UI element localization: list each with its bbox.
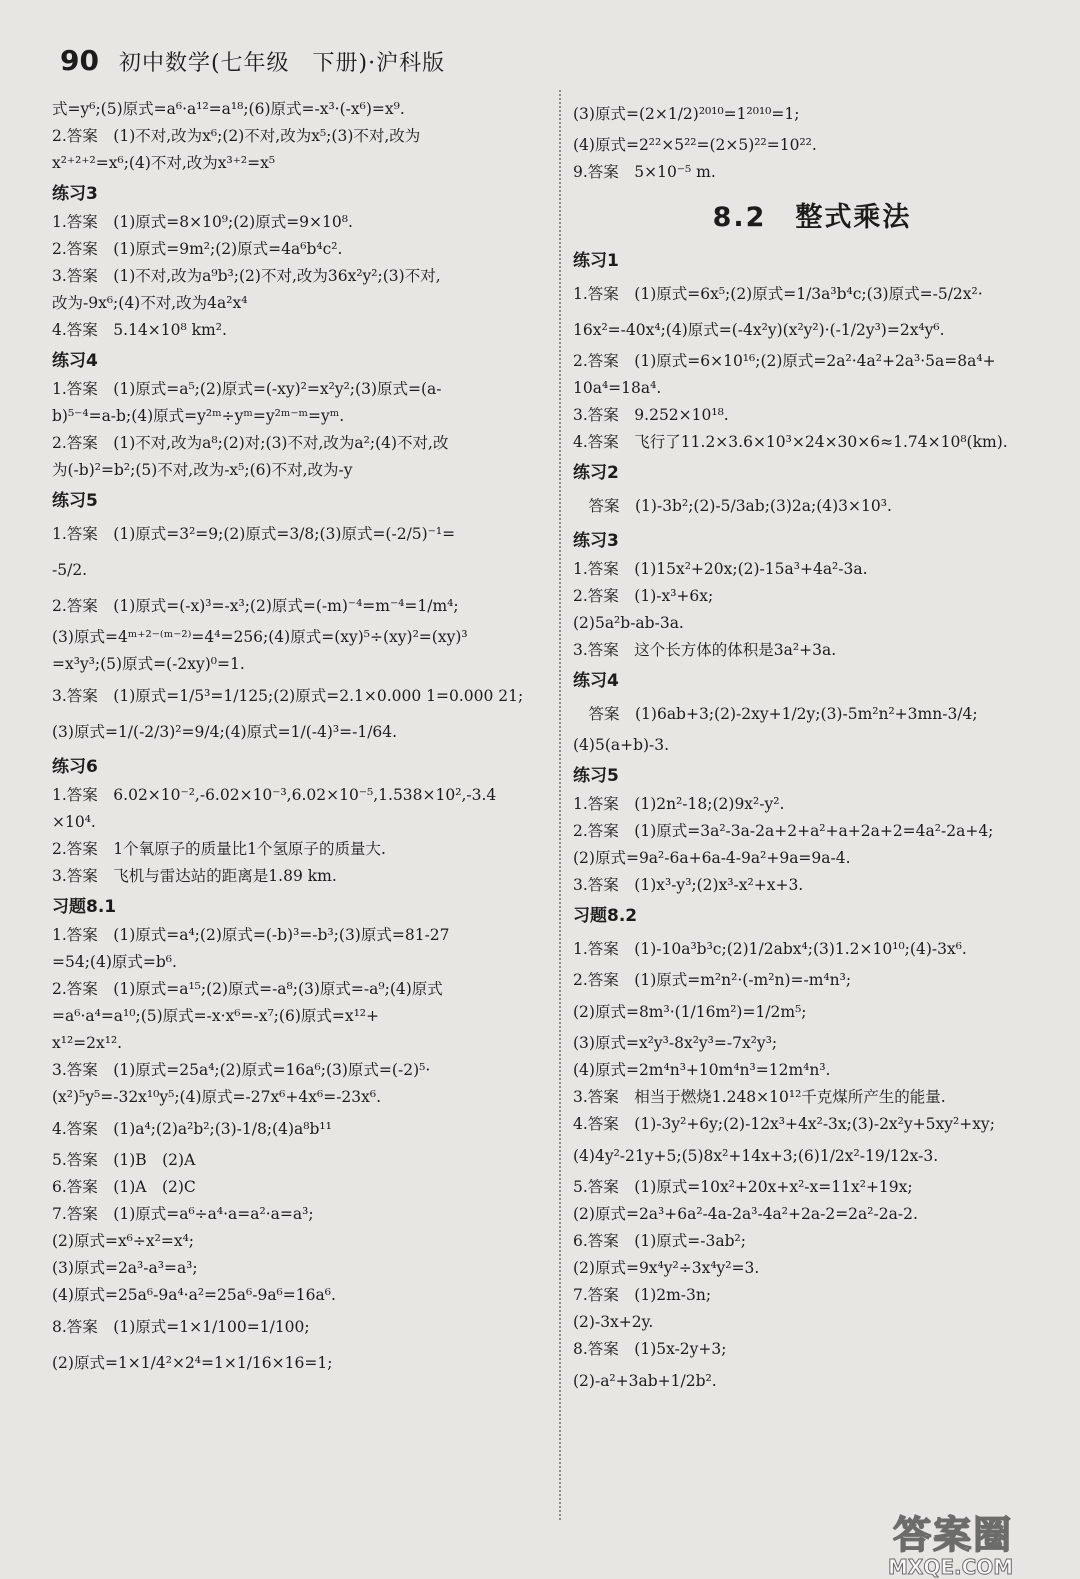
answer-line: 7.答案 (1)原式=a⁶÷a⁴·a=a²·a=a³; [52,1205,314,1223]
section-heading: 练习2 [573,463,619,483]
answer-line: 1.答案 (1)原式=6x⁵;(2)原式=1/3a³b⁴c;(3)原式=-5/2x²· [573,285,983,303]
answer-line: 7.答案 (1)2m-3n; [573,1286,712,1304]
answer-line: 8.答案 (1)5x-2y+3; [573,1340,727,1358]
answer-line: 6.答案 (1)A (2)C [52,1178,196,1196]
answer-line: 2.答案 (1)原式=m²n²·(-m²n)=-m⁴n³; [573,971,852,989]
answer-line: 2.答案 (1)原式=9m²;(2)原式=4a⁶b⁴c². [52,240,343,258]
answer-line: 式=y⁶;(5)原式=a⁶·a¹²=a¹⁸;(6)原式=-x³·(-x⁶)=x⁹. [52,100,405,118]
page-header [60,44,445,84]
answer-line: =x³y³;(5)原式=(-2xy)⁰=1. [52,655,245,673]
answer-line: (3)原式=x²y³-8x²y³=-7x²y³; [573,1034,778,1052]
section-heading: 练习3 [573,531,619,551]
answer-line: 改为-9x⁶;(4)不对,改为4a²x⁴ [52,294,248,312]
answer-line: 5.答案 (1)原式=10x²+20x+x²-x=11x²+19x; [573,1178,913,1196]
answer-line: (2)原式=9x⁴y²÷3x⁴y²=3. [573,1259,760,1277]
answer-line: 3.答案 (1)原式=25a⁴;(2)原式=16a⁶;(3)原式=(-2)⁵· [52,1061,431,1079]
answer-line: 2.答案 (1)原式=(-x)³=-x³;(2)原式=(-m)⁻⁴=m⁻⁴=1/m⁴; [52,597,459,615]
answer-line: 2.答案 (1)原式=3a²-3a-2a+2+a²+a+2a+2=4a²-2a+4; [573,822,994,840]
answer-line: 4.答案 (1)-3y²+6y;(2)-12x³+4x²-3x;(3)-2x²y+5xy²+xy; [573,1115,995,1133]
answer-line: 3.答案 (1)原式=1/5³=1/125;(2)原式=2.1×0.000 1=0.000 21; [52,687,524,705]
column-divider [559,90,561,1520]
answer-line: (4)原式=2m⁴n³+10m⁴n³=12m⁴n³. [573,1061,831,1079]
answer-line: 2.答案 (1)原式=a¹⁵;(2)原式=-a⁸;(3)原式=-a⁹;(4)原式 [52,980,443,998]
answer-line: 16x²=-40x⁴;(4)原式=(-4x²y)(x²y²)·(-1/2y³)=2x⁴y⁶. [573,321,945,339]
section-heading: 练习5 [52,491,98,511]
answer-line: 2.答案 (1)不对,改为a⁸;(2)对;(3)不对,改为a²;(4)不对,改 [52,434,449,452]
answer-line: 1.答案 6.02×10⁻²,-6.02×10⁻³,6.02×10⁻⁵,1.538×10²,-3.4 [52,786,497,804]
answer-line: b)⁵⁻⁴=a-b;(4)原式=y²ᵐ÷yᵐ=y²ᵐ⁻ᵐ=yᵐ. [52,407,345,425]
answer-line: 4.答案 飞行了11.2×3.6×10³×24×30×6≈1.74×10⁸(km). [573,433,1008,451]
section-heading: 练习5 [573,766,619,786]
answer-line: 8.答案 (1)原式=1×1/100=1/100; [52,1318,310,1336]
answer-line: (4)4y²-21y+5;(5)8x²+14x+3;(6)1/2x²-19/12x-3. [573,1147,939,1165]
answer-line: (3)原式=4ᵐ⁺²⁻⁽ᵐ⁻²⁾=4⁴=256;(4)原式=(xy)⁵÷(xy)²=(xy)³ [52,628,468,646]
answer-line: (4)5(a+b)-3. [573,736,670,754]
answer-line: 9.答案 5×10⁻⁵ m. [573,163,716,181]
answer-line: -5/2. [52,561,88,579]
answer-line: 1.答案 (1)原式=a⁵;(2)原式=(-xy)²=x²y²;(3)原式=(a- [52,380,442,398]
answer-line: (2)5a²b-ab-3a. [573,614,684,632]
page-number: 90 [60,44,99,77]
answer-line: 5.答案 (1)B (2)A [52,1151,196,1169]
answer-line: 10a⁴=18a⁴. [573,379,662,397]
answer-line: (2)-a²+3ab+1/2b². [573,1372,717,1390]
answer-line: 3.答案 (1)不对,改为a⁹b³;(2)不对,改为36x²y²;(3)不对, [52,267,441,285]
left-column [52,96,542,1381]
answer-line: 2.答案 (1)-x³+6x; [573,587,714,605]
answer-line: x²⁺²⁺²=x⁶;(4)不对,改为x³⁺²=x⁵ [52,154,276,172]
answer-line: 2.答案 (1)原式=6×10¹⁶;(2)原式=2a²·4a²+2a³·5a=8a⁴+ [573,352,996,370]
chapter-title: 8.2 整式乘法 [712,202,912,233]
answer-line: 1.答案 (1)2n²-18;(2)9x²-y². [573,795,785,813]
answer-line: 答案 (1)-3b²;(2)-5/3ab;(3)2a;(4)3×10³. [573,497,892,515]
watermark-text: 答案圈 [893,1513,1014,1557]
answer-line: 3.答案 9.252×10¹⁸. [573,406,729,424]
answer-line: 3.答案 飞机与雷达站的距离是1.89 km. [52,867,337,885]
answer-line: =a⁶·a⁴=a¹⁰;(5)原式=-x·x⁶=-x⁷;(6)原式=x¹²+ [52,1007,380,1025]
answer-line: (2)原式=9a²-6a+6a-4-9a²+9a=9a-4. [573,849,851,867]
answer-line: ×10⁴. [52,813,96,831]
answer-line: (2)原式=8m³·(1/16m²)=1/2m⁵; [573,1003,807,1021]
answer-line: 1.答案 (1)-10a³b³c;(2)1/2abx⁴;(3)1.2×10¹⁰;(4)-3x⁶. [573,940,967,958]
answer-line: 3.答案 (1)x³-y³;(2)x³-x²+x+3. [573,876,804,894]
answer-line: (3)原式=1/(-2/3)²=9/4;(4)原式=1/(-4)³=-1/64. [52,723,398,741]
section-heading: 练习6 [52,757,98,777]
answer-line: 3.答案 相当于燃烧1.248×10¹²千克煤所产生的能量. [573,1088,946,1106]
answer-line: (2)原式=2a³+6a²-4a-2a³-4a²+2a-2=2a²-2a-2. [573,1205,918,1223]
section-heading: 练习1 [573,251,619,271]
answer-line: (2)原式=x⁶÷x²=x⁴; [52,1232,195,1250]
section-heading: 练习4 [573,671,619,691]
answer-line: 1.答案 (1)原式=3²=9;(2)原式=3/8;(3)原式=(-2/5)⁻¹= [52,525,456,543]
answer-line: 4.答案 5.14×10⁸ km². [52,321,227,339]
watermark-url: MXQE.COM [888,1555,1014,1579]
right-column [573,96,1051,1399]
section-heading: 练习4 [52,351,98,371]
section-heading: 习题8.2 [573,906,638,926]
answer-line: (2)原式=1×1/4²×2⁴=1×1/16×16=1; [52,1354,333,1372]
answer-line: 答案 (1)6ab+3;(2)-2xy+1/2y;(3)-5m²n²+3mn-3/4; [573,705,978,723]
answer-line: 3.答案 这个长方体的体积是3a²+3a. [573,641,837,659]
answer-line: 为(-b)²=b²;(5)不对,改为-x⁵;(6)不对,改为-y [52,461,353,479]
answer-line: (4)原式=25a⁶-9a⁴·a²=25a⁶-9a⁶=16a⁶. [52,1286,336,1304]
answer-line: 4.答案 (1)a⁴;(2)a²b²;(3)-1/8;(4)a⁸b¹¹ [52,1120,332,1138]
book-title: 初中数学(七年级 下册)·沪科版 [118,51,446,76]
answer-line: 1.答案 (1)15x²+20x;(2)-15a³+4a²-3a. [573,560,868,578]
answer-line: 1.答案 (1)原式=a⁴;(2)原式=(-b)³=-b³;(3)原式=81-27 [52,926,450,944]
answer-line: 1.答案 (1)原式=8×10⁹;(2)原式=9×10⁸. [52,213,353,231]
answer-line: 6.答案 (1)原式=-3ab²; [573,1232,746,1250]
answer-line: (3)原式=(2×1/2)²⁰¹⁰=1²⁰¹⁰=1; [573,105,800,123]
section-heading: 练习3 [52,184,98,204]
answer-line: x¹²=2x¹². [52,1034,123,1052]
answer-line: 2.答案 (1)不对,改为x⁶;(2)不对,改为x⁵;(3)不对,改为 [52,127,421,145]
section-heading: 习题8.1 [52,897,117,917]
watermark-logo [888,1514,1013,1578]
answer-line: (x²)⁵y⁵=-32x¹⁰y⁵;(4)原式=-27x⁶+4x⁶=-23x⁶. [52,1088,382,1106]
answer-line: 2.答案 1个氧原子的质量比1个氢原子的质量大. [52,840,386,858]
answer-line: =54;(4)原式=b⁶. [52,953,177,971]
answer-line: (4)原式=2²²×5²²=(2×5)²²=10²². [573,136,817,154]
answer-line: (2)-3x+2y. [573,1313,654,1331]
answer-line: (3)原式=2a³-a³=a³; [52,1259,198,1277]
